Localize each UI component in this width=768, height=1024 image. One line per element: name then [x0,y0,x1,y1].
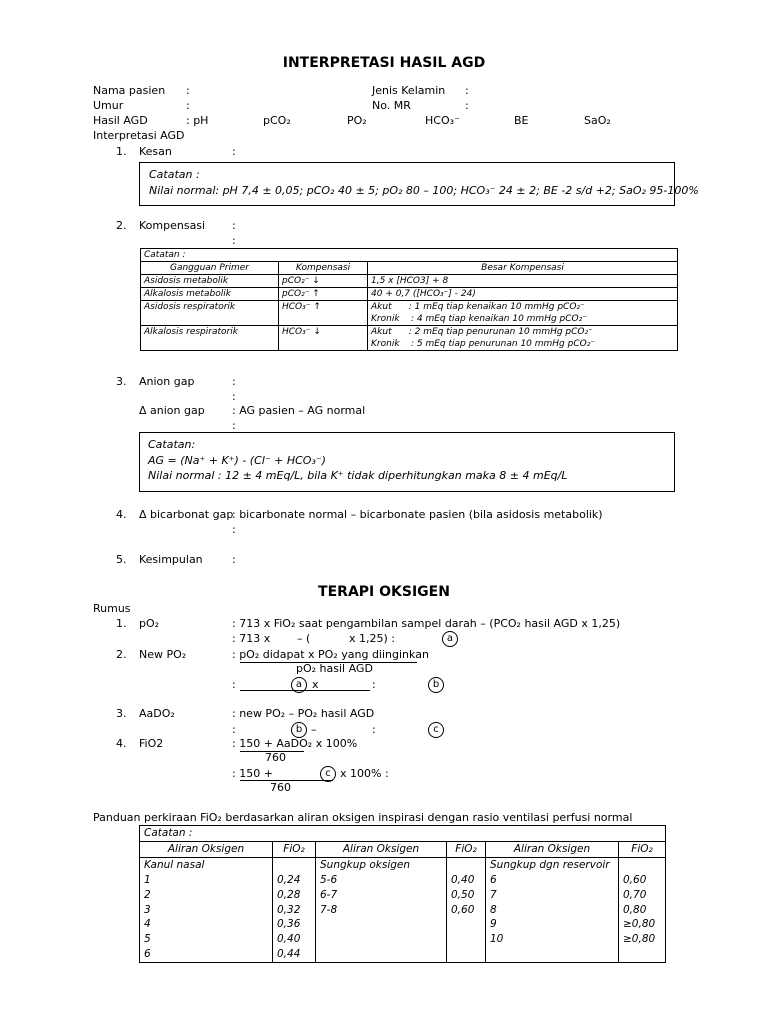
table-cell [368,301,678,326]
table-cell [447,917,486,932]
fio2-guide-caption: Panduan perkiraan FiO₂ berdasarkan aliran oksigen inspirasi dengan rasio ventilasi perfusi normal [93,811,633,824]
colon: : [232,390,236,403]
table-cell: Kanul nasal [140,857,273,872]
label-sao2: SaO₂ [584,114,611,127]
label-hasil-agd: Hasil AGD [93,114,148,127]
label-ph: : pH [186,114,209,127]
table-cell [316,947,447,962]
table-cell: 0,28 [273,888,316,903]
fio2-denominator: 760 [265,751,286,764]
kronik-line: Kronik : 4 mEq tiap kenaikan 10 mmHg pCO₂⁻ [371,314,587,324]
akut-line: Akut : 2 mEq tiap penurunan 10 mmHg pCO₂⁻ [371,327,593,337]
table-row [140,903,666,918]
circle-label-b: b [291,722,307,738]
label-kompensasi: Kompensasi [139,219,206,232]
fio2-calc-part: : 150 + [232,767,273,780]
table-cell: 6 [140,947,273,962]
table-cell [486,947,619,962]
table-cell: 2 [140,888,273,903]
label-kesimpulan: Kesimpulan [139,553,203,566]
table-cell [316,932,447,947]
section-number: 4. [116,737,127,750]
colon: : [465,99,469,112]
colon: : [232,523,236,536]
table-cell: 0,60 [619,873,666,888]
table-row [140,857,666,872]
colon: : [465,84,469,97]
table-cell: 0,40 [273,932,316,947]
label-rumus: Rumus [93,602,131,615]
section-number: 3. [116,707,127,720]
section-number: 3. [116,375,127,388]
po2-calc-part: – ( [297,632,311,645]
delta-anion-gap-formula: : AG pasien – AG normal [232,404,366,417]
table-cell: 0,32 [273,903,316,918]
compensation-table [140,248,678,351]
colon: : [372,723,376,736]
circle-label-a: a [442,631,458,647]
circle-label-c: c [428,722,444,738]
po2-formula: : 713 x FiO₂ saat pengambilan sampel darah – (PCO₂ hasil AGD x 1,25) [232,617,621,630]
table-note: Catatan : [140,826,666,842]
colon: : [232,678,236,691]
ag-formula: AG = (Na⁺ + K⁺) - (Cl⁻ + HCO₃⁻) [148,454,326,467]
table-cell: Sungkup dgn reservoir [486,857,619,872]
label-nama: Nama pasien [93,84,166,97]
table-cell: HCO₃⁻ ↑ [279,301,368,326]
label-anion-gap: Anion gap [139,375,195,388]
table-cell [619,857,666,872]
table-cell [273,857,316,872]
table-cell: 0,70 [619,888,666,903]
label-aado2: AaDO₂ [139,707,175,720]
note-title: Catatan: [148,438,196,451]
label-po2: pO₂ [139,617,160,630]
table-row [140,947,666,962]
colon: : [186,99,190,112]
label-no-mr: No. MR [372,99,411,112]
colon: : [186,84,190,97]
label-hco3: HCO₃⁻ [425,114,460,127]
page-title: INTERPRETASI HASIL AGD [282,55,486,71]
table-header: Besar Kompensasi [368,262,678,275]
normal-values-text: Nilai normal: pH 7,4 ± 0,05; pCO₂ 40 ± 5; pO₂ 80 – 100; HCO₃⁻ 24 ± 2; BE -2 s/d +2; SaO₂ 95-100% [149,184,699,197]
table-cell: 0,40 [447,873,486,888]
table-cell: 9 [486,917,619,932]
table-row [141,301,678,326]
circle-label-c: c [320,766,336,782]
po2-calc-part: x 1,25) : [349,632,395,645]
table-cell: ≥0,80 [619,932,666,947]
table-header: FiO₂ [619,841,666,857]
table-cell: Asidosis metabolik [141,275,279,288]
table-note: Catatan : [141,249,678,262]
section-number: 5. [116,553,127,566]
table-row [140,873,666,888]
table-cell: 0,60 [447,903,486,918]
table-cell: 5 [140,932,273,947]
table-cell [368,326,678,351]
circle-label-a: a [291,677,307,693]
table-cell: pCO₂⁻ ↑ [279,288,368,301]
po2-calc-part: : 713 x [232,632,271,645]
label-fio2: FiO2 [139,737,164,750]
colon: : [232,145,236,158]
table-row [140,932,666,947]
table-cell: Alkalosis metabolik [141,288,279,301]
table-cell: 4 [140,917,273,932]
table-cell: 5-6 [316,873,447,888]
multiply-sign: x [312,678,319,691]
label-new-po2: New PO₂ [139,648,187,661]
label-po2: PO₂ [347,114,367,127]
table-cell [316,917,447,932]
label-kesan: Kesan [139,145,172,158]
new-po2-numerator: : pO₂ didapat x PO₂ yang diinginkan [232,648,429,661]
fio2-guide-table [139,825,666,963]
table-header: FiO₂ [273,841,316,857]
colon: : [232,419,236,432]
table-cell: pCO₂⁻ ↓ [279,275,368,288]
table-cell [447,857,486,872]
kronik-line: Kronik : 5 mEq tiap penurunan 10 mmHg pCO₂⁻ [371,339,596,349]
colon: : [372,678,376,691]
table-cell [619,947,666,962]
table-header: FiO₂ [447,841,486,857]
colon: : [232,375,236,388]
table-cell: 1,5 x [HCO3] + 8 [368,275,678,288]
note-title: Catatan : [149,168,200,181]
section-number: 1. [116,145,127,158]
table-cell: 0,36 [273,917,316,932]
section-number: 4. [116,508,127,521]
label-jenis-kelamin: Jenis Kelamin [372,84,446,97]
table-cell: 1 [140,873,273,888]
section-number: 2. [116,219,127,232]
minus-sign: – [311,723,317,736]
colon: : [232,553,236,566]
table-cell: 0,80 [619,903,666,918]
table-header: Gangguan Primer [141,262,279,275]
label-be: BE [514,114,529,127]
table-row [140,888,666,903]
colon: : [232,234,236,247]
table-header: Aliran Oksigen [486,841,619,857]
table-cell: 0,44 [273,947,316,962]
table-cell: ≥0,80 [619,917,666,932]
delta-bicarbonat-formula: : bicarbonate normal – bicarbonate pasien (bila asidosis metabolik) [232,508,603,521]
fio2-denominator: 760 [270,781,291,794]
section-number: 2. [116,648,127,661]
table-row [141,288,678,301]
fio2-calc-part: x 100% : [340,767,389,780]
table-header: Aliran Oksigen [140,841,273,857]
label-delta-bicarbonat-gap: Δ bicarbonat gap [139,508,234,521]
table-cell: HCO₃⁻ ↓ [279,326,368,351]
table-cell [447,947,486,962]
colon: : [232,219,236,232]
table-row [141,326,678,351]
table-header: Aliran Oksigen [316,841,447,857]
table-cell: 0,50 [447,888,486,903]
table-cell: 3 [140,903,273,918]
label-pco2: pCO₂ [263,114,291,127]
circle-label-b: b [428,677,444,693]
table-cell: 40 + 0,7 ([HCO₃⁻] - 24) [368,288,678,301]
table-cell: Sungkup oksigen [316,857,447,872]
section-title-terapi-oksigen: TERAPI OKSIGEN [318,584,450,600]
table-cell: 10 [486,932,619,947]
table-cell: 0,24 [273,873,316,888]
table-cell: 8 [486,903,619,918]
table-header: Kompensasi [279,262,368,275]
table-cell: Asidosis respiratorik [141,301,279,326]
table-cell: 6 [486,873,619,888]
aado2-formula: : new PO₂ – PO₂ hasil AGD [232,707,375,720]
table-row [141,275,678,288]
label-umur: Umur [93,99,124,112]
table-cell: 6-7 [316,888,447,903]
table-cell: 7 [486,888,619,903]
label-delta-anion-gap: Δ anion gap [139,404,205,417]
colon: : [232,723,236,736]
table-cell: Alkalosis respiratorik [141,326,279,351]
label-interpretasi: Interpretasi AGD [93,129,185,142]
table-cell [447,932,486,947]
section-number: 1. [116,617,127,630]
table-row [140,917,666,932]
ag-normal-value: Nilai normal : 12 ± 4 mEq/L, bila K⁺ tidak diperhitungkan maka 8 ± 4 mEq/L [148,469,568,482]
table-cell: 7-8 [316,903,447,918]
akut-line: Akut : 1 mEq tiap kenaikan 10 mmHg pCO₂⁻ [371,302,585,312]
fio2-numerator: : 150 + AaDO₂ x 100% [232,737,358,750]
new-po2-denominator: pO₂ hasil AGD [296,662,373,675]
